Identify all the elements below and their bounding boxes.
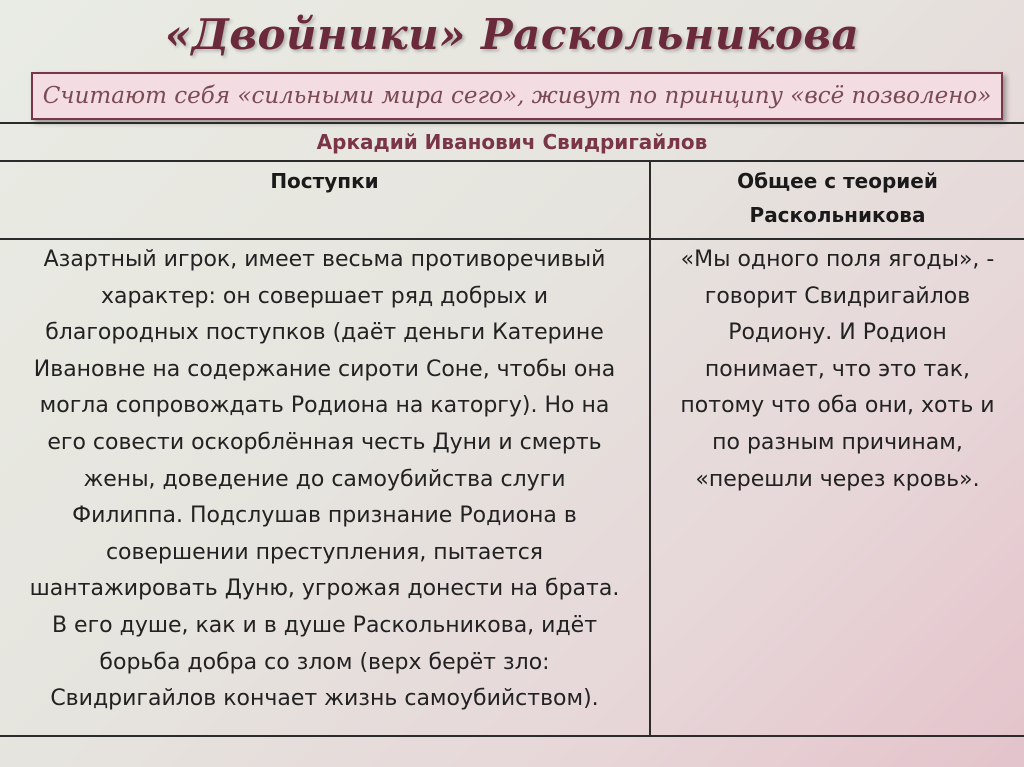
common-cell	[651, 242, 1024, 498]
actions-line: характер: он совершает ряд добрых и	[100, 283, 549, 309]
actions-line: борьба добра со злом (верх берёт зло:	[99, 649, 550, 675]
common-line: потому что оба они, хоть и	[680, 393, 995, 419]
header-common	[651, 164, 1024, 232]
actions-line: Ивановне на содержание сироти Соне, чтобы она	[33, 356, 616, 382]
common-line: «Мы одного поля ягоды», -	[680, 247, 995, 272]
person-name: Аркадий Иванович Свидригайлов	[316, 130, 708, 154]
header-common-line2: Раскольникова	[749, 203, 926, 227]
header-common-line1: Общее с теорией	[737, 169, 938, 193]
comparison-table	[0, 122, 1024, 737]
common-line: по разным причинам,	[712, 429, 963, 455]
actions-line: совершении преступления, пытается	[105, 539, 544, 565]
subtitle-text: Считают себя «сильными мира сего», живут по принципу «всё позволено»	[42, 83, 992, 109]
common-line: «перешли через кровь».	[695, 466, 980, 492]
slide-title: «Двойники» Раскольникова	[164, 10, 860, 59]
common-line: говорит Свидригайлов	[704, 283, 971, 309]
actions-line: благородных поступков (даёт деньги Катерине	[45, 320, 604, 346]
actions-line: шантажировать Дуню, угрожая донести на брата.	[29, 576, 620, 602]
divider-under-name	[0, 160, 1024, 162]
subtitle-box	[31, 72, 1003, 120]
actions-line: В его душе, как и в душе Раскольникова, идёт	[51, 612, 598, 638]
actions-line: могла сопровождать Родиона на каторгу). Но на	[39, 393, 610, 419]
actions-line: жены, доведение до самоубийства слуги	[83, 466, 566, 492]
actions-cell	[0, 242, 649, 718]
actions-line: Азартный игрок, имеет весьма противоречивый	[43, 247, 606, 272]
common-line: Родиону. И Родион	[728, 320, 947, 346]
divider-under-headers	[0, 238, 1024, 240]
header-actions: Поступки	[270, 169, 379, 193]
actions-line: Филиппа. Подслушав признание Родиона в	[72, 503, 577, 529]
actions-line: Свидригайлов кончает жизнь самоубийством).	[50, 686, 599, 712]
common-line: понимает, что это так,	[704, 356, 971, 382]
actions-line: его совести оскорблённая честь Дуни и смерть	[47, 429, 602, 455]
